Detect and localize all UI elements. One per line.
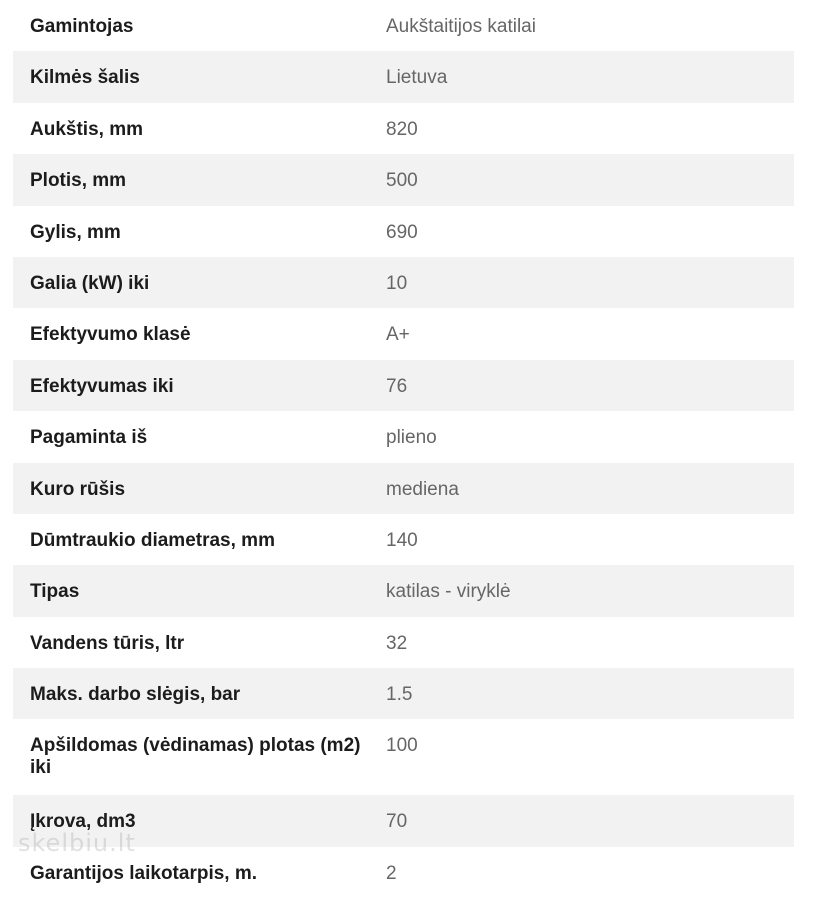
spec-label: Kilmės šalis bbox=[30, 67, 140, 89]
spec-value: 10 bbox=[386, 272, 408, 294]
spec-row bbox=[13, 617, 794, 668]
spec-row bbox=[13, 463, 794, 514]
spec-label: Gylis, mm bbox=[30, 221, 121, 243]
spec-row bbox=[13, 308, 794, 359]
spec-label: Pagaminta iš bbox=[30, 427, 148, 449]
watermark-logo: skelbiu.lt bbox=[18, 829, 136, 857]
spec-label: Kuro rūšis bbox=[30, 478, 126, 500]
spec-value: 690 bbox=[386, 221, 418, 243]
spec-label: Garantijos laikotarpis, m. bbox=[30, 862, 258, 884]
spec-row bbox=[13, 0, 794, 51]
spec-value: mediena bbox=[386, 478, 459, 500]
spec-label: Aukštis, mm bbox=[30, 118, 143, 140]
spec-value: 1.5 bbox=[386, 684, 413, 706]
spec-value: 32 bbox=[386, 632, 408, 654]
spec-value: 140 bbox=[386, 529, 418, 551]
spec-value: Aukštaitijos katilai bbox=[386, 16, 536, 37]
spec-value: plieno bbox=[386, 427, 437, 449]
spec-label: Tipas bbox=[30, 581, 80, 603]
spec-row bbox=[13, 51, 794, 102]
spec-label: Vandens tūris, ltr bbox=[30, 632, 185, 654]
spec-value: 70 bbox=[386, 811, 408, 833]
spec-row bbox=[13, 411, 794, 462]
spec-row bbox=[13, 103, 794, 154]
spec-value: A+ bbox=[386, 324, 410, 346]
spec-value: 2 bbox=[386, 862, 397, 884]
spec-label: Dūmtraukio diametras, mm bbox=[30, 529, 275, 551]
spec-label: Gamintojas bbox=[30, 16, 134, 37]
spec-row bbox=[13, 565, 794, 616]
spec-value: Lietuva bbox=[386, 67, 448, 89]
spec-row bbox=[13, 514, 794, 565]
spec-row bbox=[13, 795, 794, 846]
spec-value: 820 bbox=[386, 118, 418, 140]
spec-row bbox=[13, 206, 794, 257]
spec-label: Įkrova, dm3 bbox=[30, 811, 136, 833]
spec-label: Plotis, mm bbox=[30, 170, 127, 192]
spec-value: 76 bbox=[386, 375, 408, 397]
spec-value: 100 bbox=[386, 735, 418, 757]
spec-row bbox=[13, 257, 794, 308]
spec-row bbox=[13, 668, 794, 719]
spec-row bbox=[13, 719, 794, 795]
spec-row bbox=[13, 847, 794, 898]
spec-label: Apšildomas (vėdinamas) plotas (m2) iki bbox=[30, 735, 361, 779]
specifications-table bbox=[13, 0, 794, 898]
spec-label: Efektyvumo klasė bbox=[30, 324, 191, 346]
spec-label: Galia (kW) iki bbox=[30, 272, 150, 294]
spec-value: 500 bbox=[386, 170, 418, 192]
spec-row bbox=[13, 154, 794, 205]
spec-value: katilas - viryklė bbox=[386, 581, 511, 603]
spec-label: Efektyvumas iki bbox=[30, 375, 174, 397]
spec-row bbox=[13, 360, 794, 411]
spec-label: Maks. darbo slėgis, bar bbox=[30, 684, 241, 706]
